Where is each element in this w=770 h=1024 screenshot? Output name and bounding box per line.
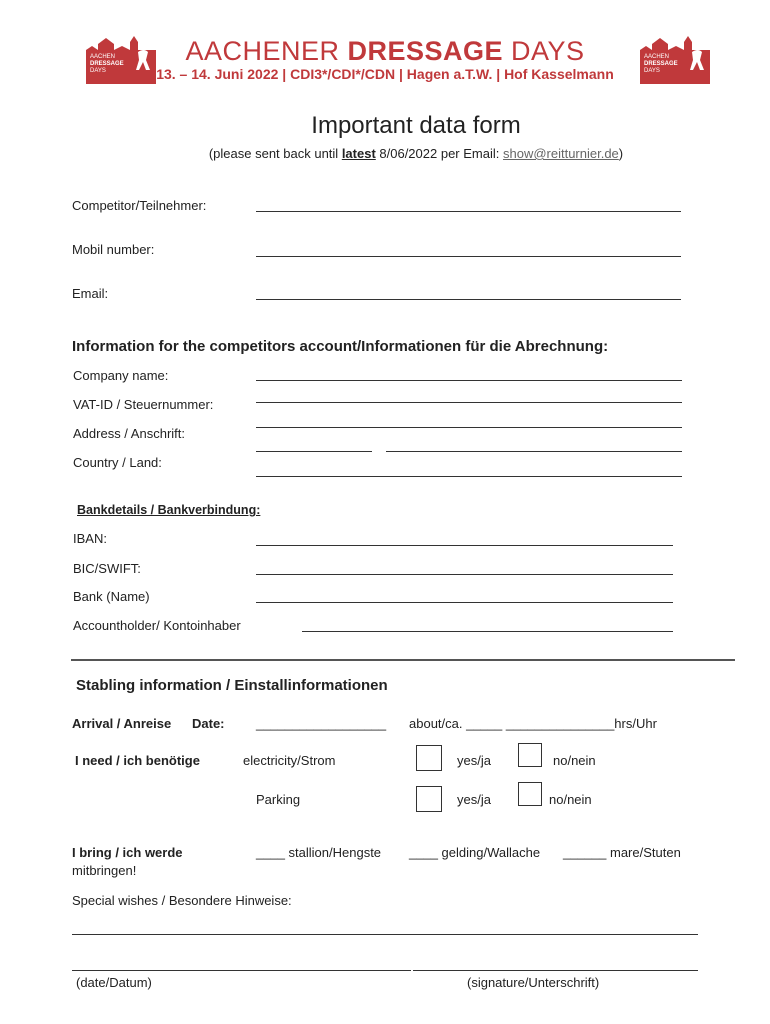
- iban-label: IBAN:: [73, 531, 107, 546]
- electricity-yes-label: yes/ja: [457, 753, 491, 768]
- mobile-label: Mobil number:: [72, 242, 155, 257]
- logo-text-line3: DAYS: [644, 68, 660, 74]
- company-label: Company name:: [73, 368, 169, 383]
- logo-text-line1: AACHEN: [644, 54, 670, 60]
- event-title-part2: DRESSAGE: [347, 36, 504, 66]
- bic-label: BIC/SWIFT:: [73, 561, 141, 576]
- subtitle-text-end: ): [618, 146, 624, 161]
- vat-field[interactable]: [256, 402, 682, 403]
- date-caption: (date/Datum): [76, 975, 152, 990]
- parking-no-label: no/nein: [549, 792, 592, 807]
- mobile-field[interactable]: [256, 256, 681, 257]
- date-label: Date:: [192, 716, 225, 731]
- country-label: Country / Land:: [73, 455, 162, 470]
- gelding-count-field[interactable]: ____ gelding/Wallache: [409, 845, 541, 860]
- competitor-label: Competitor/Teilnehmer:: [72, 198, 207, 213]
- electricity-no-label: no/nein: [553, 753, 596, 768]
- bic-field[interactable]: [256, 574, 673, 575]
- bank-heading: Bankdetails / Bankverbindung:: [77, 503, 261, 517]
- event-title-part1: AACHENER: [185, 36, 348, 66]
- event-subtitle: 13. – 14. Juni 2022 | CDI3*/CDI*/CDN | Hagen a.T.W. | Hof Kasselmann: [156, 66, 614, 82]
- special-wishes-field[interactable]: [72, 934, 698, 935]
- date-field[interactable]: [72, 970, 411, 971]
- address-label: Address / Anschrift:: [73, 426, 185, 441]
- account-holder-field[interactable]: [302, 631, 673, 632]
- parking-yes-checkbox[interactable]: [416, 786, 442, 812]
- arrival-date-field[interactable]: __________________: [256, 716, 387, 731]
- event-title: [0, 36, 770, 67]
- bring-label: I bring / ich werde: [72, 845, 183, 860]
- competitor-field[interactable]: [256, 211, 681, 212]
- bank-name-field[interactable]: [256, 602, 673, 603]
- logo-text-line1: AACHEN: [90, 54, 116, 60]
- parking-label: Parking: [256, 792, 301, 807]
- logo-text-line2: DRESSAGE: [644, 61, 678, 67]
- address-zip-field[interactable]: [256, 451, 372, 452]
- parking-no-checkbox[interactable]: [518, 782, 542, 806]
- parking-yes-label: yes/ja: [457, 792, 491, 807]
- email-field[interactable]: [256, 299, 681, 300]
- account-heading: Information for the competitors account/Informationen für die Abrechnung:: [72, 338, 609, 355]
- address-field[interactable]: [256, 427, 682, 428]
- bring-label-line2: mitbringen!: [72, 863, 137, 878]
- stabling-heading: Stabling information / Einstallinformationen: [76, 677, 388, 694]
- subtitle-latest: latest: [341, 146, 376, 161]
- bank-name-label: Bank (Name): [73, 589, 150, 604]
- electricity-yes-checkbox[interactable]: [416, 745, 442, 771]
- arrival-time-field[interactable]: about/ca. _____ _______________hrs/Uhr: [409, 716, 657, 731]
- section-divider: [71, 659, 735, 661]
- stallion-count-field[interactable]: ____ stallion/Hengste: [256, 845, 382, 860]
- address-city-field[interactable]: [386, 451, 682, 452]
- arrival-label: Arrival / Anreise: [72, 716, 172, 731]
- electricity-label: electricity/Strom: [243, 753, 336, 768]
- company-field[interactable]: [256, 380, 682, 381]
- signature-caption: (signature/Unterschrift): [467, 975, 600, 990]
- logo-text-line3: DAYS: [90, 68, 106, 74]
- account-holder-label: Accountholder/ Kontoinhaber: [73, 618, 241, 633]
- iban-field[interactable]: [256, 545, 673, 546]
- form-subtitle: [0, 146, 770, 161]
- email-link[interactable]: show@reitturnier.de: [502, 146, 619, 161]
- logo-text-line2: DRESSAGE: [90, 61, 124, 67]
- electricity-no-checkbox[interactable]: [518, 743, 542, 767]
- event-title-part3: DAYS: [503, 36, 585, 66]
- subtitle-text: (please sent back until: [208, 146, 342, 161]
- signature-field[interactable]: [413, 970, 698, 971]
- subtitle-text-mid: 8/06/2022 per Email:: [375, 146, 503, 161]
- form-title: Important data form: [311, 112, 521, 139]
- need-label: I need / ich benötige: [75, 753, 200, 768]
- special-wishes-label: Special wishes / Besondere Hinweise:: [72, 893, 292, 908]
- country-field[interactable]: [256, 476, 682, 477]
- vat-label: VAT-ID / Steuernummer:: [73, 397, 214, 412]
- email-label: Email:: [72, 286, 109, 301]
- mare-count-field[interactable]: ______ mare/Stuten: [563, 845, 681, 860]
